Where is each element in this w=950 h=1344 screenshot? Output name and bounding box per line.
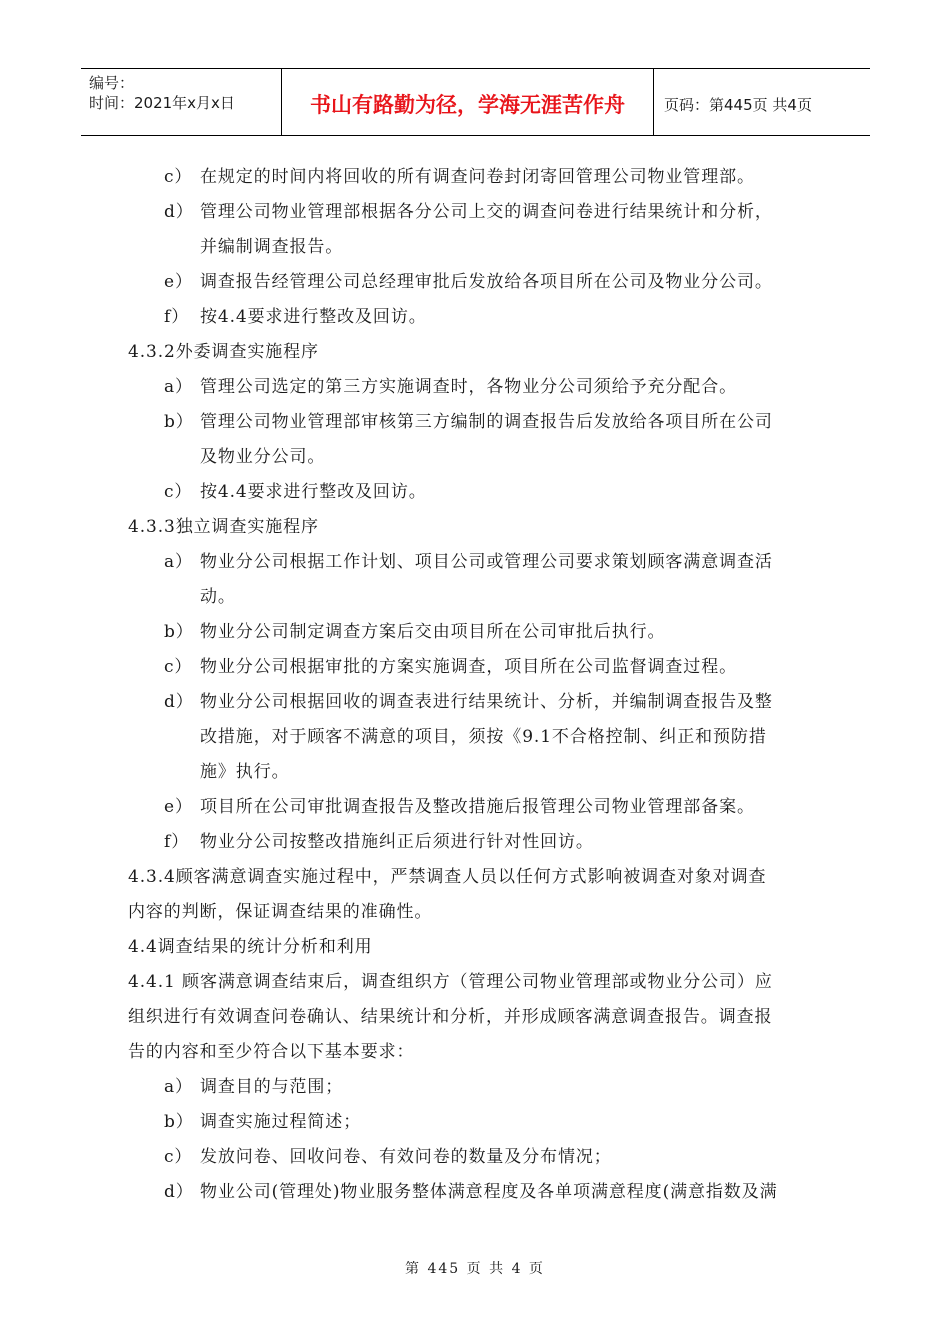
paragraph-line: e） 项目所在公司审批调查报告及整改措施后报管理公司物业管理部备案。 [164, 797, 755, 817]
header-meta [81, 69, 282, 135]
paragraph-line: 动。 [200, 587, 236, 607]
paragraph-line: a） 调查目的与范围； [164, 1077, 344, 1097]
paragraph-line: b） 管理公司物业管理部审核第三方编制的调查报告后发放给各项目所在公司 [164, 412, 773, 432]
paragraph-line: d） 物业公司(管理处)物业服务整体满意程度及各单项满意程度(满意指数及满 [164, 1182, 778, 1202]
paragraph-line: c） 按4.4要求进行整改及回访。 [164, 482, 427, 502]
paragraph-line: d） 管理公司物业管理部根据各分公司上交的调查问卷进行结果统计和分析， [164, 202, 773, 222]
paragraph-line: a） 物业分公司根据工作计划、项目公司或管理公司要求策划顾客满意调查活 [164, 552, 773, 572]
paragraph-line: 告的内容和至少符合以下基本要求： [128, 1042, 415, 1062]
paragraph-line: 施》执行。 [200, 762, 290, 782]
page-footer: 第 445 页 共 4 页 [405, 1261, 545, 1277]
paragraph-line: d） 物业分公司根据回收的调查表进行结果统计、分析，并编制调查报告及整 [164, 692, 773, 712]
paragraph-line: f） 物业分公司按整改措施纠正后须进行针对性回访。 [164, 832, 594, 852]
date-label: 时间：2021年x月x日 [89, 94, 235, 112]
paragraph-line: c） 在规定的时间内将回收的所有调查问卷封闭寄回管理公司物业管理部。 [164, 167, 755, 187]
paragraph-line: b） 调查实施过程简述； [164, 1112, 362, 1132]
paragraph-line: 内容的判断，保证调查结果的准确性。 [128, 902, 433, 922]
paragraph-line: e） 调查报告经管理公司总经理审批后发放给各项目所在公司及物业分公司。 [164, 272, 773, 292]
paragraph-line: 4.4.1 顾客满意调查结束后，调查组织方（管理公司物业管理部或物业分公司）应 [128, 972, 773, 992]
section-heading: 4.3.3独立调查实施程序 [128, 517, 319, 537]
header-motto: 书山有路勤为径，学海无涯苦作舟 [282, 69, 654, 135]
paragraph-line: a） 管理公司选定的第三方实施调查时，各物业分公司须给予充分配合。 [164, 377, 737, 397]
paragraph-line: 组织进行有效调查问卷确认、结果统计和分析，并形成顾客满意调查报告。调查报 [128, 1007, 773, 1027]
paragraph-line: b） 物业分公司制定调查方案后交由项目所在公司审批后执行。 [164, 622, 666, 642]
serial-number-label: 编号： [89, 74, 135, 92]
paragraph-line: 4.3.4顾客满意调查实施过程中，严禁调查人员以任何方式影响被调查对象对调查 [128, 867, 767, 887]
header-page-number: 页码：第445页 共4页 [664, 95, 812, 114]
paragraph-line: 及物业分公司。 [200, 447, 326, 467]
paragraph-line: 并编制调查报告。 [200, 237, 344, 257]
paragraph-line: c） 发放问卷、回收问卷、有效问卷的数量及分布情况； [164, 1147, 612, 1167]
section-heading: 4.3.2外委调查实施程序 [128, 342, 319, 362]
section-heading: 4.4调查结果的统计分析和利用 [128, 937, 373, 957]
document-header [81, 68, 870, 136]
paragraph-line: 改措施，对于顾客不满意的项目，须按《9.1不合格控制、纠正和预防措 [200, 727, 767, 747]
paragraph-line: f） 按4.4要求进行整改及回访。 [164, 307, 427, 327]
paragraph-line: c） 物业分公司根据审批的方案实施调查，项目所在公司监督调查过程。 [164, 657, 737, 677]
